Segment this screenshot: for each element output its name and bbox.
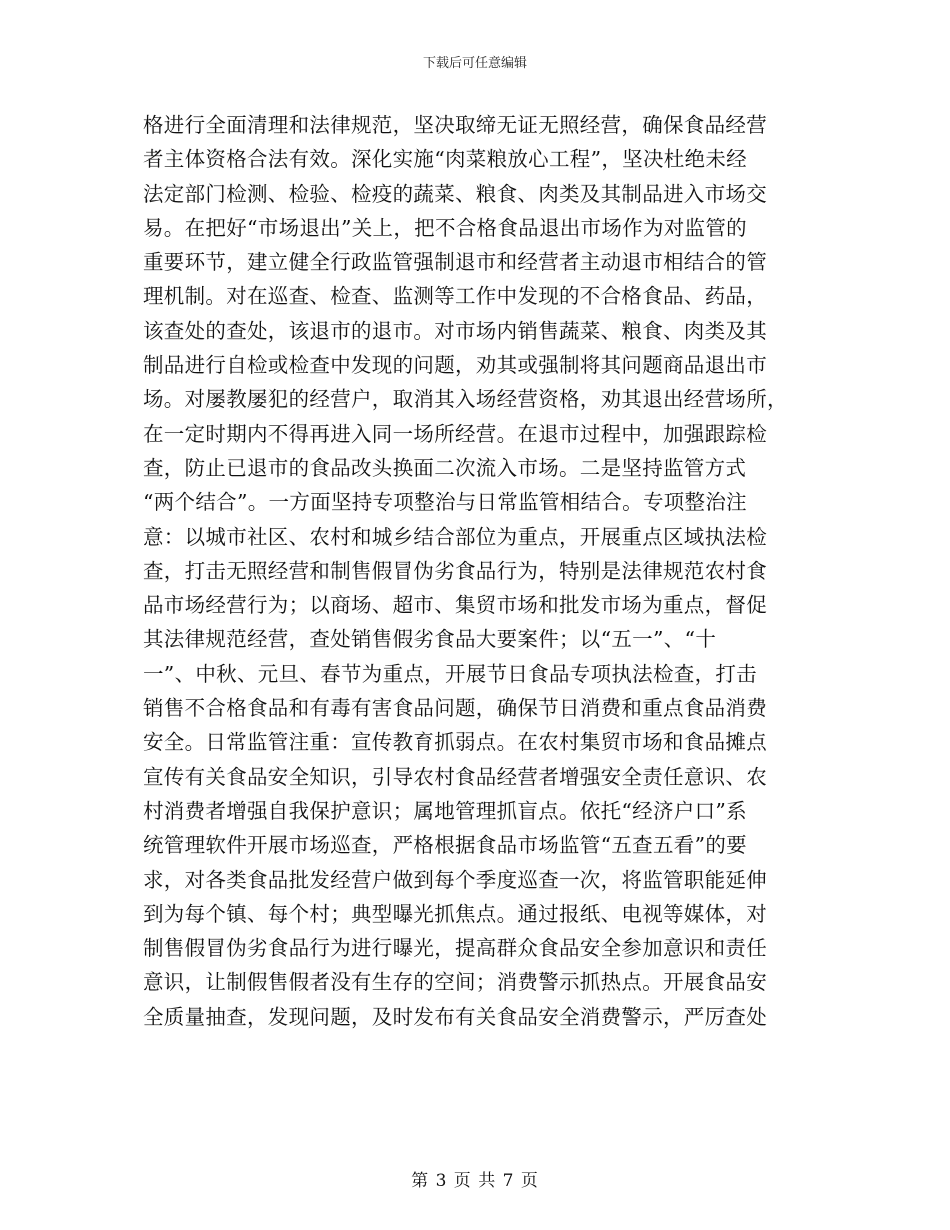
body-text-line: 安全。日常监管注重：宣传教育抓弱点。在农村集贸市场和食品摊点: [143, 730, 767, 755]
body-text-line: 重要环节，建立健全行政监管强制退市和经营者主动退市相结合的管: [143, 250, 767, 275]
body-text-line: 制品进行自检或检查中发现的问题，劝其或强制将其问题商品退出市: [143, 353, 767, 378]
body-text-line: 理机制。对在巡查、检查、监测等工作中发现的不合格食品、药品，: [143, 284, 767, 309]
body-text-line: 村消费者增强自我保护意识；属地管理抓盲点。依托“经济户口”系: [143, 798, 747, 823]
body-text-line: 格进行全面清理和法律规范，坚决取缔无证无照经营，确保食品经营: [143, 113, 767, 137]
body-text-line: 查，防止已退市的食品改头换面二次流入市场。二是坚持监管方式: [143, 455, 747, 480]
body-text-line: 求，对各类食品批发经营户做到每个季度巡查一次，将监管职能延伸: [143, 867, 767, 892]
body-text-line: 一”、中秋、元旦、春节为重点，开展节日食品专项执法检查，打击: [143, 661, 757, 686]
body-text-line: 到为每个镇、每个村；典型曝光抓焦点。通过报纸、电视等媒体，对: [143, 901, 767, 926]
page-header: 下载后可任意编辑: [422, 56, 527, 71]
body-text-line: “两个结合”。一方面坚持专项整治与日常监管相结合。专项整治注: [143, 490, 747, 515]
body-text-line: 其法律规范经营，查处销售假劣食品大要案件；以“五一”、“十: [143, 627, 717, 652]
body-text-line: 全质量抽查，发现问题，及时发布有关食品安全消费警示，严厉查处: [143, 1004, 767, 1029]
body-text-line: 该查处的查处，该退市的退市。对市场内销售蔬菜、粮食、肉类及其: [143, 318, 767, 343]
document-body: [143, 108, 805, 1034]
body-text-line: 销售不合格食品和有毒有害食品问题，确保节日消费和重点食品消费: [143, 696, 767, 721]
body-text-line: 意识，让制假售假者没有生存的空间；消费警示抓热点。开展食品安: [143, 970, 767, 995]
body-text-line: 易。在把好“市场退出”关上，把不合格食品退出市场作为对监管的: [143, 215, 747, 240]
body-text-line: 制售假冒伪劣食品行为进行曝光，提高群众食品安全参加意识和责任: [143, 936, 767, 961]
body-text-line: 场。对屡教屡犯的经营户，取消其入场经营资格，劝其退出经营场所，: [143, 387, 788, 412]
body-text-line: 统管理软件开展市场巡查，严格根据食品市场监管“五查五看”的要: [143, 833, 747, 858]
body-text-line: 者主体资格合法有效。深化实施“肉菜粮放心工程”，坚决杜绝未经: [143, 147, 747, 172]
body-text-line: 在一定时期内不得再进入同一场所经营。在退市过程中，加强跟踪检: [143, 421, 767, 446]
body-text-line: 宣传有关食品安全知识，引导农村食品经营者增强安全责任意识、农: [143, 764, 767, 789]
body-text-line: 品市场经营行为；以商场、超市、集贸市场和批发市场为重点，督促: [143, 593, 767, 618]
body-text-line: 意：以城市社区、农村和城乡结合部位为重点，开展重点区域执法检: [143, 524, 767, 549]
body-text-line: 法定部门检测、检验、检疫的蔬菜、粮食、肉类及其制品进入市场交: [143, 181, 767, 206]
page-number-footer: 第 3 页 共 7 页: [411, 1171, 539, 1191]
body-text-line: 查，打击无照经营和制售假冒伪劣食品行为，特别是法律规范农村食: [143, 558, 767, 583]
